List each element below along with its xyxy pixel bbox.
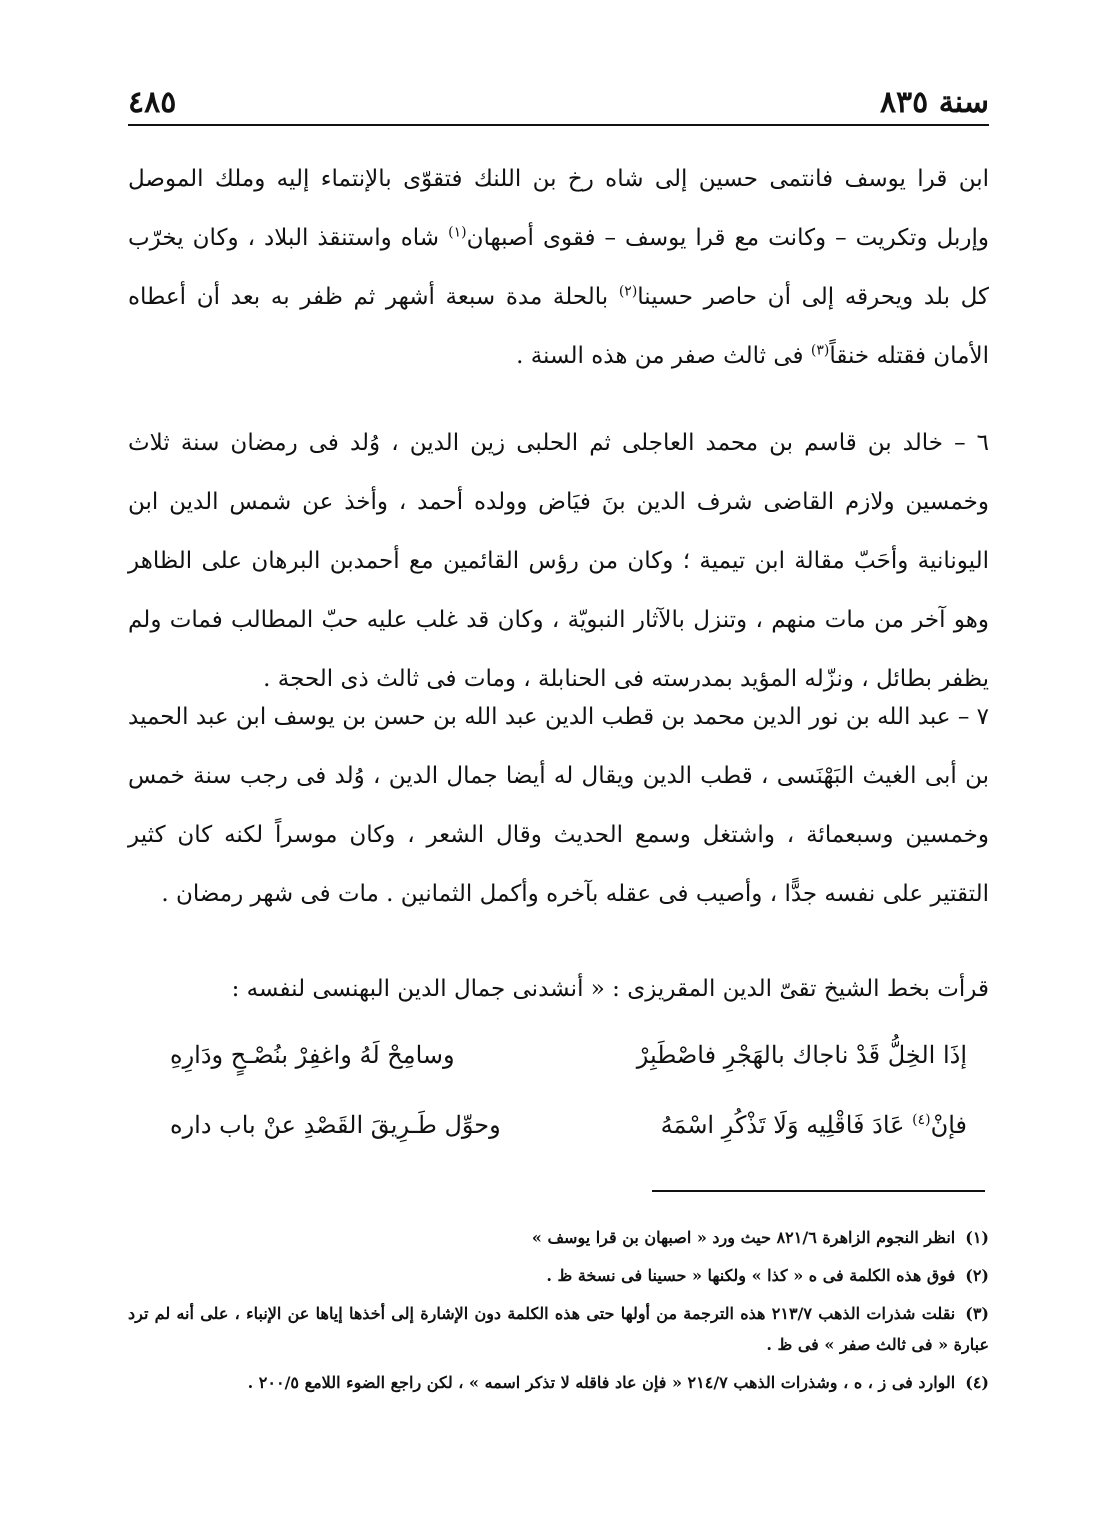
poem-intro — [128, 960, 989, 1019]
footnote-text: الوارد فى ز ، ه ، وشذرات الذهب ٢١٤/٧ « فإن عاد فاقله لا تذكر اسمه » ، لكن راجع الضوء اللامع ٢٠٠/٥ . — [247, 1373, 956, 1392]
paragraph-text: ٦ – خالد بن قاسم بن محمد العاجلى ثم الحلبى زين الدين ، وُلد فى رمضان سنة ثلاث وخمسين ولازم القاضى شرف الدين بنَ فيَاض وولده أحمد ، وأخذ عن شمس الدين ابن اليونانية وأحَبّ مقالة ابن تيمية ؛ وكان من رؤس القائمين مع أحمدبن البرهان على الظاهر وهو آخر من مات منهم ، وتنزل بالآثار النبويّة ، وكان قد غلب عليه حبّ المطالب فمات ولم يظفر بطائل ، ونزّله المؤيد بمدرسته فى الحنابلة ، ومات فى ثالث ذى الحجة . — [128, 430, 989, 692]
page-header — [128, 82, 989, 122]
verse-line — [170, 1026, 967, 1084]
footnote — [128, 1222, 989, 1253]
footnotes — [128, 1222, 989, 1405]
footnote — [128, 1260, 989, 1291]
running-head: سنة ٨٣٥ — [879, 84, 989, 120]
paragraph-text: شاه واستنقذ البلاد ، وكان يخرّب كل بلد ويحرقه إلى أن حاصر حسينا — [128, 225, 990, 310]
paragraph-text: بالحلة مدة سبعة أشهر ثم ظفر به بعد أن أعطاه الأمان فقتله خنقاً — [128, 284, 989, 369]
entry-7 — [128, 688, 989, 924]
footnote-text: فوق هذه الكلمة فى ه « كذا » ولكنها « حسينا فى نسخة ظ . — [546, 1266, 956, 1285]
footnote-number: (٢) — [965, 1266, 989, 1285]
footnote-ref: (٢) — [618, 283, 638, 300]
paragraph-text: ابن قرا يوسف فانتمى حسين إلى شاه رخ بن اللنك فتقوّى بالإنتماء إليه وملك الموصل وإربل وتكريت – وكانت مع قرا يوسف – فقوى أصبهان — [128, 166, 990, 251]
entry-6 — [128, 414, 989, 709]
footnote-number: (٣) — [965, 1304, 989, 1323]
verse-text: عَادَ فَاقْلِيه وَلَا تَذْكُرِ اسْمَهُ — [660, 1111, 905, 1139]
footnote-number: (٤) — [965, 1373, 989, 1392]
verse-text: فإنْ — [930, 1111, 967, 1139]
paragraph-text: فى ثالث صفر من هذه السنة . — [516, 343, 804, 369]
footnote-ref: (٤) — [912, 1112, 931, 1128]
footnote — [128, 1298, 989, 1360]
paragraph-text: ٧ – عبد الله بن نور الدين محمد بن قطب الدين عبد الله بن حسن بن يوسف ابن عبد الحميد بن أبى الغيث البَهْنَسى ، قطب الدين ويقال له أيضا جمال الدين ، وُلد فى رجب سنة خمس وخمسين وسبعمائة ، واشتغل وسمع الحديث وقال الشعر ، وكان موسراً لكنه كان كثير التقتير على نفسه جدًّا ، وأصيب فى عقله بآخره وأكمل الثمانين . مات فى شهر رمضان . — [128, 704, 989, 907]
verse-line — [170, 1096, 967, 1154]
verse-first-hemistich: إذَا الخِلُّ قَدْ ناجاك بالهَجْرِ فاصْطَبِرْ — [636, 1041, 967, 1069]
header-rule — [128, 124, 989, 126]
page-number: ٤٨٥ — [128, 84, 177, 120]
footnote-number: (١) — [965, 1228, 989, 1247]
verse-second-hemistich: وحوِّل طَـرِيقَ القَصْدِ عنْ باب داره — [170, 1111, 501, 1139]
paragraph-text: قرأت بخط الشيخ تقىّ الدين المقريزى : « أنشدنى جمال الدين البهنسى لنفسه : — [231, 976, 989, 1002]
verse-second-hemistich: وسامِحْ لَهُ واغفِرْ بنُصْـحٍ ودَارِهِ — [170, 1041, 455, 1069]
footnote-text: نقلت شذرات الذهب ٢١٣/٧ هذه الترجمة من أولها حتى هذه الكلمة دون الإشارة إلى أخذها إياها عن الإنباء ، على أنه لم ترد عبارة « فى ثالث صفر » فى ظ . — [128, 1304, 989, 1354]
paragraph-continuation — [128, 150, 989, 386]
verse-first-hemistich — [661, 1111, 967, 1139]
footnote-rule — [652, 1190, 985, 1192]
footnote — [128, 1367, 989, 1398]
footnote-ref: (٣) — [810, 342, 830, 359]
footnote-ref: (١) — [448, 224, 467, 241]
footnote-text: انظر النجوم الزاهرة ٨٢١/٦ حيث ورد « اصبهان بن قرا يوسف » — [531, 1228, 956, 1247]
